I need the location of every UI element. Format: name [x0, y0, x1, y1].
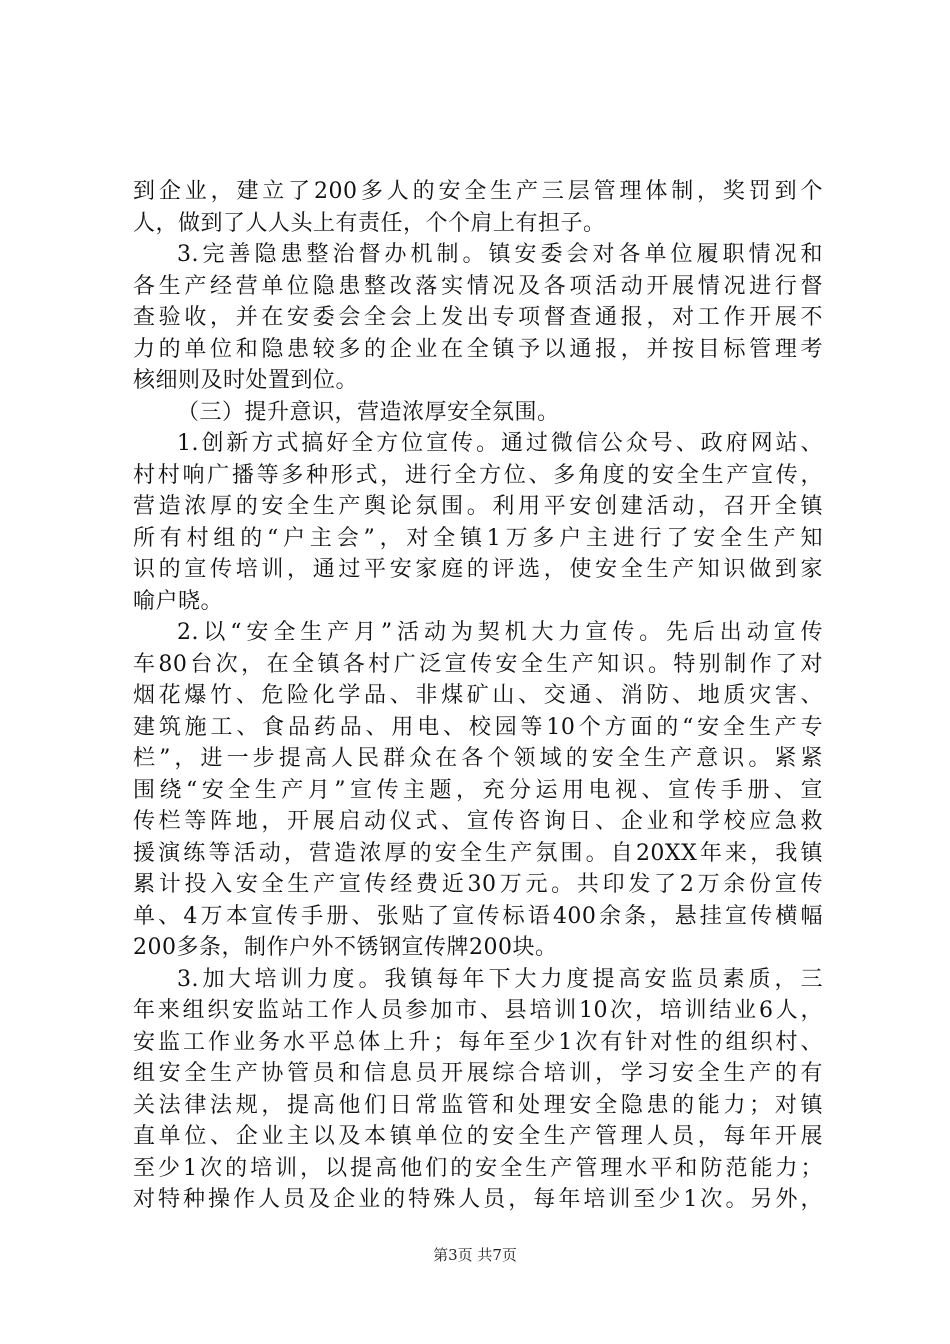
text-line: 建筑施工、食品药品、用电、校园等10个方面的“安全生产专 — [133, 714, 823, 740]
text-line: 单、4万本宣传手册、张贴了宣传标语400余条，悬挂宣传横幅 — [133, 903, 823, 929]
text-line: 到企业，建立了200多人的安全生产三层管理体制，奖罚到个 — [133, 179, 823, 204]
text-line: 喻户晓。 — [133, 588, 224, 614]
text-line: 200多条，制作户外不锈钢宣传牌200块。 — [133, 935, 558, 960]
text-line: 传栏等阵地，开展启动仪式、宣传咨询日、企业和学校应急救 — [133, 809, 823, 834]
text-line: 烟花爆竹、危险化学品、非煤矿山、交通、消防、地质灾害、 — [133, 683, 823, 708]
text-line: 3.加大培训力度。我镇每年下大力度提高安监员素质，三 — [177, 966, 823, 992]
text-line: 2.以“安全生产月”活动为契机大力宣传。先后出动宣传 — [177, 620, 823, 645]
page-footer: 第3页 共7页 — [433, 1246, 517, 1264]
text-line: 所有村组的“户主会”，对全镇1万多户主进行了安全生产知 — [133, 525, 823, 551]
text-line: 识的宣传培训，通过平安家庭的评选，使安全生产知识做到家 — [133, 557, 823, 582]
text-line: 至少1次的培训，以提高他们的安全生产管理水平和防范能力； — [133, 1155, 823, 1181]
text-line: 车80台次，在全镇各村广泛宣传安全生产知识。特别制作了对 — [133, 651, 823, 677]
text-line: 查验收，并在安委会全会上发出专项督查通报，对工作开展不 — [133, 305, 823, 330]
text-line: 1.创新方式搞好全方位宣传。通过微信公众号、政府网站、 — [177, 431, 823, 456]
text-line: 援演练等活动，营造浓厚的安全生产氛围。自20XX年来，我镇 — [133, 840, 823, 866]
text-line: 核细则及时处置到位。 — [133, 368, 359, 393]
text-line: 对特种操作人员及企业的特殊人员，每年培训至少1次。另外， — [133, 1187, 823, 1212]
text-line: 直单位、企业主以及本镇单位的安全生产管理人员，每年开展 — [133, 1124, 823, 1149]
text-line: 安监工作业务水平总体上升；每年至少1次有针对性的组织村、 — [133, 1029, 823, 1055]
text-line: 年来组织安监站工作人员参加市、县培训10次，培训结业6人， — [133, 998, 823, 1023]
text-line: 各生产经营单位隐患整改落实情况及各项活动开展情况进行督 — [133, 273, 823, 299]
text-line: 3.完善隐患整治督办机制。镇安委会对各单位履职情况和 — [177, 242, 823, 267]
text-line: 村村响广播等多种形式，进行全方位、多角度的安全生产宣传， — [133, 462, 823, 488]
document-body — [133, 176, 823, 1216]
text-line: 组安全生产协管员和信息员开展综合培训，学习安全生产的有 — [133, 1061, 823, 1086]
text-line: 营造浓厚的安全生产舆论氛围。利用平安创建活动，召开全镇 — [133, 494, 823, 519]
text-line: 围绕“安全生产月”宣传主题，充分运用电视、宣传手册、宣 — [133, 777, 823, 803]
text-line: 栏”，进一步提高人民群众在各个领域的安全生产意识。紧紧 — [133, 746, 823, 771]
text-line: 关法律法规，提高他们日常监管和处理安全隐患的能力；对镇 — [133, 1092, 823, 1118]
text-line: 力的单位和隐患较多的企业在全镇予以通报，并按目标管理考 — [133, 336, 823, 362]
text-line: 累计投入安全生产宣传经费近30万元。共印发了2万余份宣传 — [133, 872, 823, 897]
section-heading: （三）提升意识，营造浓厚安全氛围。 — [177, 399, 560, 425]
text-line: 人，做到了人人头上有责任，个个肩上有担子。 — [133, 210, 606, 236]
